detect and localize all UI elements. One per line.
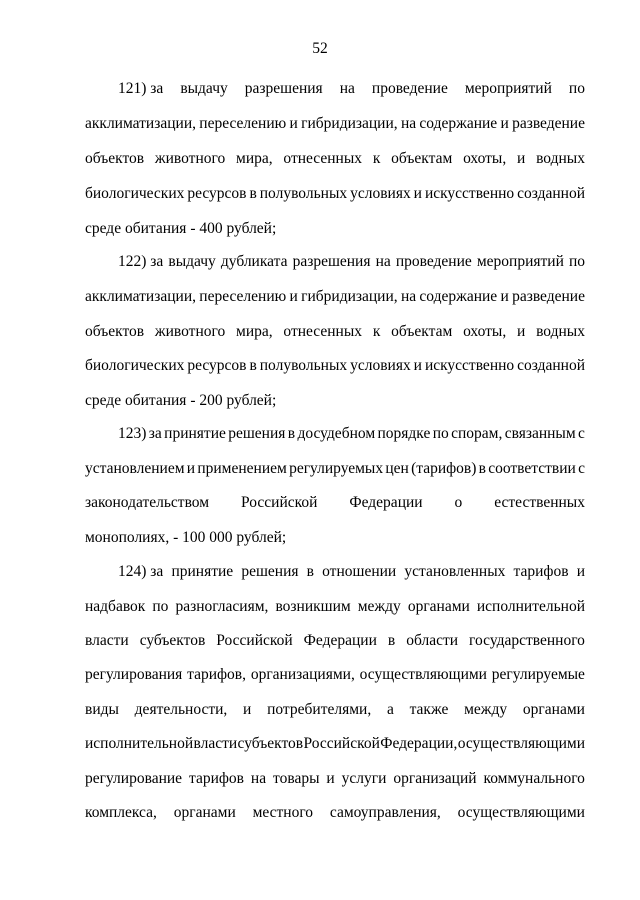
word: законодательством <box>85 494 210 511</box>
word: установлением <box>85 460 185 477</box>
word: разрешения <box>292 253 371 270</box>
word: и <box>289 288 298 305</box>
word: регулирования <box>85 666 183 683</box>
item-121-line-2 <box>85 115 585 133</box>
word: разногласиям, <box>175 598 269 615</box>
word: объектов <box>85 323 145 340</box>
word: биологических <box>85 357 185 374</box>
word: услуги <box>341 770 387 787</box>
word: 121) за <box>118 80 164 97</box>
word: в <box>306 563 314 580</box>
word: на <box>339 80 355 97</box>
word: Российской <box>303 735 380 752</box>
word: мира, <box>236 323 273 340</box>
item-122-line-5: среде обитания - 200 рублей; <box>85 392 277 409</box>
word: в <box>387 632 396 649</box>
item-123-line-1 <box>118 425 585 443</box>
item-124-line-1 <box>118 563 585 581</box>
word: акклиматизации, <box>85 115 196 132</box>
word: организаций <box>393 770 477 787</box>
word: на <box>250 770 267 787</box>
word: деятельности, <box>134 701 228 718</box>
item-121-line-1 <box>118 80 585 98</box>
word: потребителями, <box>267 701 372 718</box>
word: на <box>400 115 417 132</box>
word: мира, <box>236 150 273 167</box>
word: субъектов <box>237 735 304 752</box>
word: тарифов <box>188 770 244 787</box>
item-124-line-3 <box>85 632 585 650</box>
word: применением <box>197 460 287 477</box>
word: созданной <box>517 357 585 374</box>
word: регулируемые <box>491 666 585 683</box>
word: осуществляющими <box>457 804 585 821</box>
word: отнесенных <box>283 323 363 340</box>
word: и <box>576 563 585 580</box>
word: в <box>249 185 257 202</box>
word: ресурсов <box>187 185 247 202</box>
item-124-line-4 <box>85 666 585 684</box>
word: и <box>289 115 298 132</box>
word: и <box>413 185 422 202</box>
word: регулирование <box>85 770 183 787</box>
word: решения <box>241 563 299 580</box>
word: в <box>478 460 486 477</box>
item-124-line-5 <box>85 701 585 719</box>
item-121-line-4 <box>85 185 585 203</box>
word: власти <box>193 735 238 752</box>
word: полувольных <box>259 357 348 374</box>
word: к <box>372 150 381 167</box>
word: 123) <box>118 425 147 442</box>
word: животного <box>154 150 226 167</box>
word: и <box>517 150 526 167</box>
word: Федерации, <box>380 735 458 752</box>
word: с <box>578 460 585 477</box>
word: мероприятий <box>476 253 564 270</box>
word: условиях <box>350 185 411 202</box>
word: по <box>152 598 169 615</box>
word: выдачу <box>180 80 228 97</box>
word: ресурсов <box>187 357 247 374</box>
word: самоуправления, <box>329 804 441 821</box>
word: и <box>500 115 509 132</box>
word: спорам, <box>451 425 503 442</box>
word: досудебном <box>297 425 376 442</box>
item-122-line-1 <box>118 253 585 271</box>
word: виды <box>85 701 119 718</box>
word: 124) за <box>118 563 164 580</box>
word: охоты, <box>463 150 507 167</box>
word: созданной <box>517 185 585 202</box>
word: мероприятий <box>464 80 552 97</box>
item-123-line-4: монополиях, - 100 000 рублей; <box>85 529 287 546</box>
word: условиях <box>350 357 411 374</box>
word: местного <box>252 804 314 821</box>
word: переселению <box>199 288 287 305</box>
word: по <box>432 425 449 442</box>
word: решения <box>228 425 286 442</box>
word: в <box>249 357 257 374</box>
word: с <box>578 425 585 442</box>
word: регулируемых <box>289 460 384 477</box>
item-122-line-3 <box>85 323 585 341</box>
word: в <box>287 425 296 442</box>
word: соответствии <box>488 460 576 477</box>
item-122-line-2 <box>85 288 585 306</box>
word: тарифов <box>513 563 569 580</box>
word: принятие <box>164 425 226 442</box>
word: разрешения <box>244 80 323 97</box>
word: дубликата <box>220 253 288 270</box>
word: проведение <box>395 253 472 270</box>
word: цен <box>385 460 409 477</box>
word: связанным <box>504 425 576 442</box>
word: водных <box>536 150 585 167</box>
word: товары <box>273 770 320 787</box>
word: исполнительной <box>476 598 585 615</box>
word: переселению <box>199 115 287 132</box>
word: и <box>186 460 196 477</box>
word: а <box>386 701 394 718</box>
word: акклиматизации, <box>85 288 196 305</box>
word: разведение <box>512 288 585 305</box>
item-123-line-3 <box>85 494 585 512</box>
word: Федерации <box>349 494 423 511</box>
word: осуществляющими <box>359 666 487 683</box>
word: субъектов <box>139 632 206 649</box>
word: биологических <box>85 185 185 202</box>
word: также <box>409 701 449 718</box>
word: и <box>500 288 509 305</box>
word: и <box>517 323 526 340</box>
word: водных <box>536 323 585 340</box>
word: 122) за <box>118 253 164 270</box>
word: за <box>148 425 162 442</box>
word: осуществляющими <box>457 735 585 752</box>
word: (тарифов) <box>411 460 477 477</box>
word: и <box>326 770 335 787</box>
word: естественных <box>494 494 585 511</box>
item-124-line-2 <box>85 598 585 616</box>
word: разведение <box>512 115 585 132</box>
word: Российской <box>216 632 293 649</box>
word: проведение <box>371 80 448 97</box>
word: о <box>454 494 463 511</box>
word: комплекса, <box>85 804 157 821</box>
item-123-line-2 <box>85 460 585 478</box>
word: полувольных <box>259 185 348 202</box>
word: выдачу <box>168 253 216 270</box>
word: по <box>568 80 585 97</box>
word: тарифов, <box>187 666 246 683</box>
word: искусственно <box>424 357 515 374</box>
item-124-line-8 <box>85 804 585 822</box>
word: отношении <box>322 563 397 580</box>
word: государственного <box>469 632 585 649</box>
item-124-line-7 <box>85 770 585 788</box>
word: надбавок <box>85 598 146 615</box>
word: власти <box>85 632 129 649</box>
word: содержание <box>419 115 498 132</box>
word: Российской <box>241 494 318 511</box>
item-121-line-3 <box>85 150 585 168</box>
word: содержание <box>419 288 498 305</box>
word: и <box>413 357 422 374</box>
word: между <box>464 701 508 718</box>
word: принятие <box>171 563 234 580</box>
word: на <box>375 253 391 270</box>
word: органами <box>173 804 236 821</box>
word: порядке <box>377 425 431 442</box>
item-122-line-4 <box>85 357 585 375</box>
word: организациями, <box>250 666 355 683</box>
word: установленных <box>404 563 506 580</box>
word: объектам <box>391 150 453 167</box>
word: на <box>400 288 417 305</box>
word: искусственно <box>424 185 515 202</box>
word: исполнительной <box>85 735 194 752</box>
word: органами <box>522 701 585 718</box>
word: возникшим <box>275 598 351 615</box>
word: объектам <box>391 323 453 340</box>
word: по <box>568 253 585 270</box>
item-121-line-5: среде обитания - 400 рублей; <box>85 220 277 237</box>
word: гибридизации, <box>301 288 398 305</box>
word: отнесенных <box>283 150 363 167</box>
item-124-line-6 <box>85 735 585 753</box>
word: Федерации <box>303 632 377 649</box>
word: коммунального <box>483 770 585 787</box>
word: органами <box>407 598 470 615</box>
word: животного <box>154 323 226 340</box>
word: области <box>406 632 459 649</box>
word: и <box>243 701 252 718</box>
page-number: 52 <box>312 40 328 57</box>
word: к <box>372 323 381 340</box>
word: объектов <box>85 150 145 167</box>
word: между <box>357 598 401 615</box>
word: охоты, <box>463 323 507 340</box>
word: гибридизации, <box>301 115 398 132</box>
